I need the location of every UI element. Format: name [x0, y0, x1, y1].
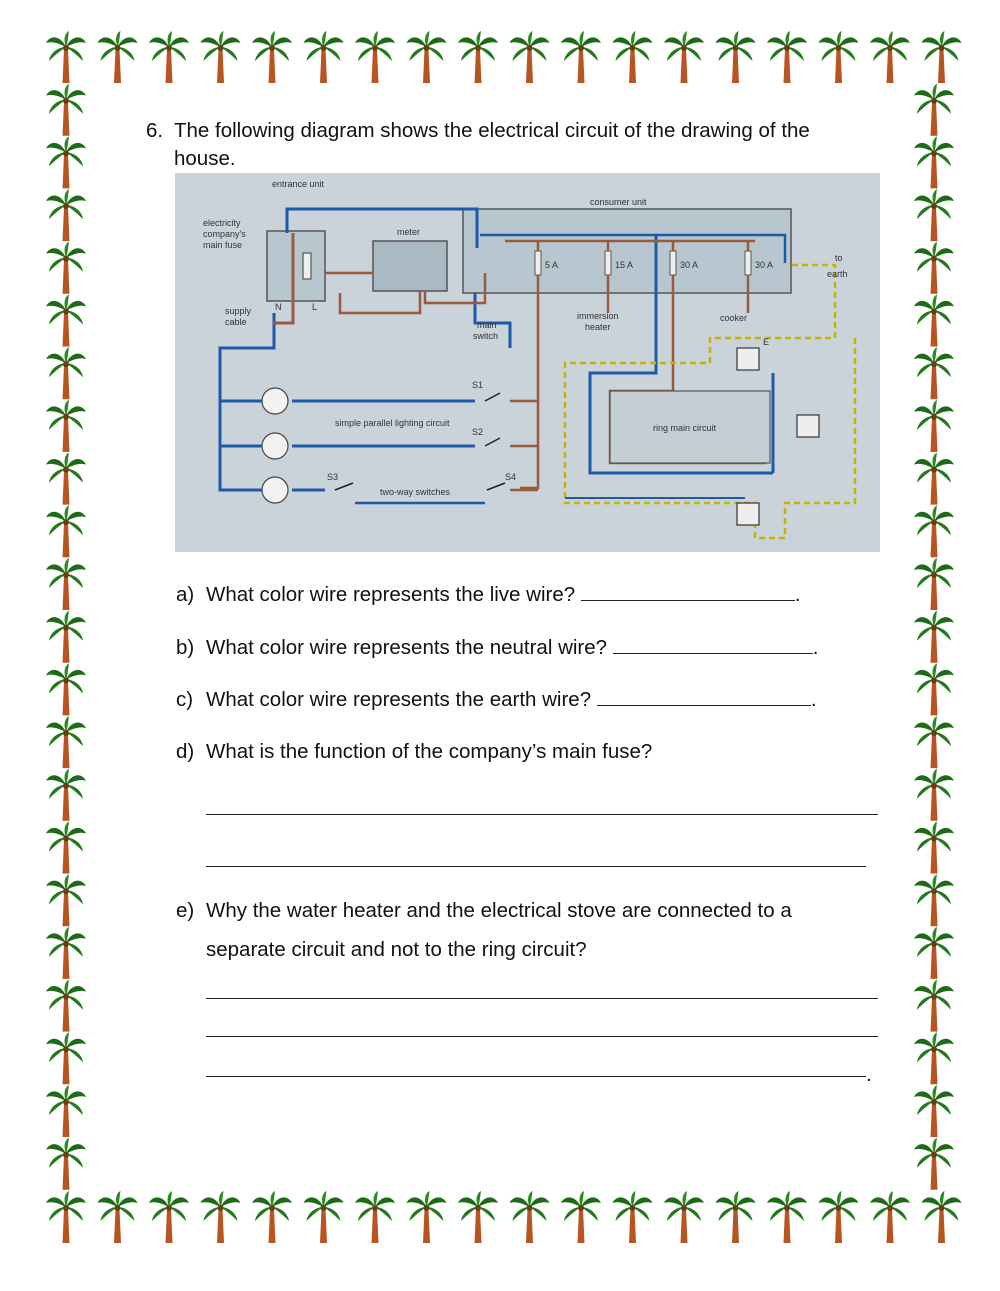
palm-tree-icon [46, 136, 86, 188]
answer-b-blank[interactable] [613, 635, 813, 654]
palm-tree-icon [46, 84, 86, 136]
palm-tree-icon [819, 31, 859, 83]
palm-tree-icon [914, 769, 954, 821]
palm-tree-icon [46, 505, 86, 557]
palm-tree-icon [914, 453, 954, 505]
palm-tree-icon [46, 347, 86, 399]
palm-tree-icon [914, 295, 954, 347]
palm-tree-icon [46, 716, 86, 768]
question-d-label: d) [176, 740, 195, 763]
palm-tree-icon [46, 558, 86, 610]
label-main-switch-1: main [477, 320, 497, 330]
palm-tree-icon [252, 31, 292, 83]
palm-tree-icon [870, 1191, 910, 1243]
question-text: The following diagram shows the electrical circuit of the drawing of the house. [174, 119, 810, 170]
palm-tree-icon [664, 1191, 704, 1243]
palm-tree-icon [46, 242, 86, 294]
palm-tree-icon [46, 400, 86, 452]
answer-c-blank[interactable] [597, 687, 811, 706]
main-fuse [303, 253, 311, 279]
palm-tree-icon [914, 716, 954, 768]
palm-tree-icon [561, 31, 601, 83]
palm-tree-icon [914, 663, 954, 715]
label-fuse-30a-1: 30 A [680, 260, 699, 270]
palm-tree-icon [46, 189, 86, 241]
question-c-end: . [810, 688, 817, 711]
palm-tree-icon [355, 1191, 395, 1243]
palm-tree-icon [914, 242, 954, 294]
palm-tree-icon [458, 1191, 498, 1243]
question-e-label: e) [176, 899, 195, 922]
question-6 [146, 117, 866, 173]
palm-tree-icon [46, 1085, 86, 1137]
label-fuse-15a: 15 A [615, 260, 634, 270]
palm-tree-icon [716, 31, 756, 83]
palm-tree-icon [510, 31, 550, 83]
palm-tree-icon [149, 1191, 189, 1243]
palm-tree-icon [201, 1191, 241, 1243]
answer-e-line-3[interactable] [206, 1076, 866, 1077]
palm-tree-icon [46, 1138, 86, 1190]
label-e: E [763, 337, 770, 347]
palm-tree-icon [914, 347, 954, 399]
label-main-fuse-2: company's [203, 229, 246, 239]
label-s4: S4 [505, 472, 517, 482]
palm-tree-icon [46, 295, 86, 347]
question-e-text-1: Why the water heater and the electrical stove are connected to a [206, 899, 792, 922]
label-main-fuse-3: main fuse [203, 240, 243, 250]
answer-d-line-1[interactable] [206, 814, 878, 815]
label-s3: S3 [327, 472, 339, 482]
label-main-switch-2: switch [473, 331, 499, 341]
label-meter: meter [397, 227, 421, 237]
palm-tree-icon [46, 769, 86, 821]
palm-tree-icon [914, 505, 954, 557]
palm-tree-icon [819, 1191, 859, 1243]
palm-tree-icon [716, 1191, 756, 1243]
palm-tree-icon [46, 663, 86, 715]
palm-tree-icon [914, 1032, 954, 1084]
consumer-unit-box [463, 209, 791, 293]
question-b-label: b) [176, 636, 195, 659]
label-fuse-5a: 5 A [545, 260, 559, 270]
palm-tree-icon [914, 1138, 954, 1190]
palm-tree-icon [613, 31, 653, 83]
answer-d-line-2[interactable] [206, 866, 866, 867]
palm-tree-icon [304, 31, 344, 83]
palm-tree-icon [914, 822, 954, 874]
palm-tree-icon [914, 189, 954, 241]
palm-tree-icon [201, 31, 241, 83]
palm-tree-icon [914, 400, 954, 452]
palm-tree-icon [922, 31, 962, 83]
label-two-way-switches: two-way switches [380, 487, 451, 497]
palm-tree-icon [664, 31, 704, 83]
label-supply-1: supply [225, 306, 252, 316]
palm-tree-icon [914, 558, 954, 610]
circuit-diagram [175, 173, 880, 552]
label-to-earth-1: to [835, 253, 843, 263]
palm-tree-icon [149, 31, 189, 83]
palm-tree-icon [46, 874, 86, 926]
label-s1: S1 [472, 380, 484, 390]
palm-tree-icon [561, 1191, 601, 1243]
palm-tree-icon [407, 1191, 447, 1243]
label-s2: S2 [472, 427, 484, 437]
palm-tree-icon [613, 1191, 653, 1243]
answer-a-blank[interactable] [581, 582, 795, 601]
palm-tree-icon [46, 927, 86, 979]
label-to-earth-2: earth [827, 269, 848, 279]
question-c-label: c) [176, 688, 194, 711]
palm-tree-icon [98, 1191, 138, 1243]
palm-tree-icon [46, 1032, 86, 1084]
palm-tree-icon [914, 84, 954, 136]
label-consumer-unit: consumer unit [590, 197, 647, 207]
question-d-text: What is the function of the company’s main fuse? [206, 740, 653, 763]
question-c-text: What color wire represents the earth wire? [206, 688, 592, 711]
palm-tree-icon [870, 31, 910, 83]
palm-tree-icon [914, 611, 954, 663]
question-b-text: What color wire represents the neutral wire? [206, 636, 608, 659]
palm-tree-icon [914, 927, 954, 979]
palm-tree-icon [46, 822, 86, 874]
question-a-label: a) [176, 583, 195, 606]
meter-box [373, 241, 447, 291]
palm-tree-icon [914, 874, 954, 926]
palm-tree-icon [46, 31, 86, 83]
palm-tree-icon [914, 980, 954, 1032]
entrance-unit-box [267, 231, 325, 301]
label-cooker: cooker [720, 313, 748, 323]
label-main-fuse-1: electricity [203, 218, 241, 228]
palm-tree-icon [355, 31, 395, 83]
palm-tree-icon [767, 31, 807, 83]
palm-tree-icon [510, 1191, 550, 1243]
label-l: L [312, 302, 318, 312]
label-immersion-2: heater [585, 322, 611, 332]
palm-tree-icon [914, 136, 954, 188]
label-entrance-unit: entrance unit [272, 179, 325, 189]
label-supply-2: cable [225, 317, 247, 327]
palm-tree-icon [46, 611, 86, 663]
answer-e-line-1[interactable] [206, 998, 878, 999]
label-fuse-30a-2: 30 A [755, 260, 774, 270]
palm-tree-icon [98, 31, 138, 83]
question-b-end: . [812, 636, 819, 659]
palm-tree-icon [252, 1191, 292, 1243]
palm-tree-icon [922, 1191, 962, 1243]
answer-e-line-2[interactable] [206, 1036, 878, 1037]
label-n: N [275, 302, 282, 312]
palm-tree-icon [304, 1191, 344, 1243]
label-immersion-1: immersion [577, 311, 619, 321]
question-number: 6. [146, 119, 164, 142]
palm-tree-icon [46, 453, 86, 505]
question-a-end: . [794, 583, 801, 606]
question-a-text: What color wire represents the live wire? [206, 583, 576, 606]
palm-tree-icon [46, 980, 86, 1032]
question-e-end: . [866, 1063, 872, 1086]
label-ring-main: ring main circuit [653, 423, 717, 433]
palm-tree-icon [46, 1191, 86, 1243]
palm-tree-icon [458, 31, 498, 83]
label-lighting-circuit: simple parallel lighting circuit [335, 418, 450, 428]
question-e-text-2: separate circuit and not to the ring circuit? [206, 938, 587, 961]
palm-tree-icon [407, 31, 447, 83]
palm-tree-icon [767, 1191, 807, 1243]
palm-tree-icon [914, 1085, 954, 1137]
